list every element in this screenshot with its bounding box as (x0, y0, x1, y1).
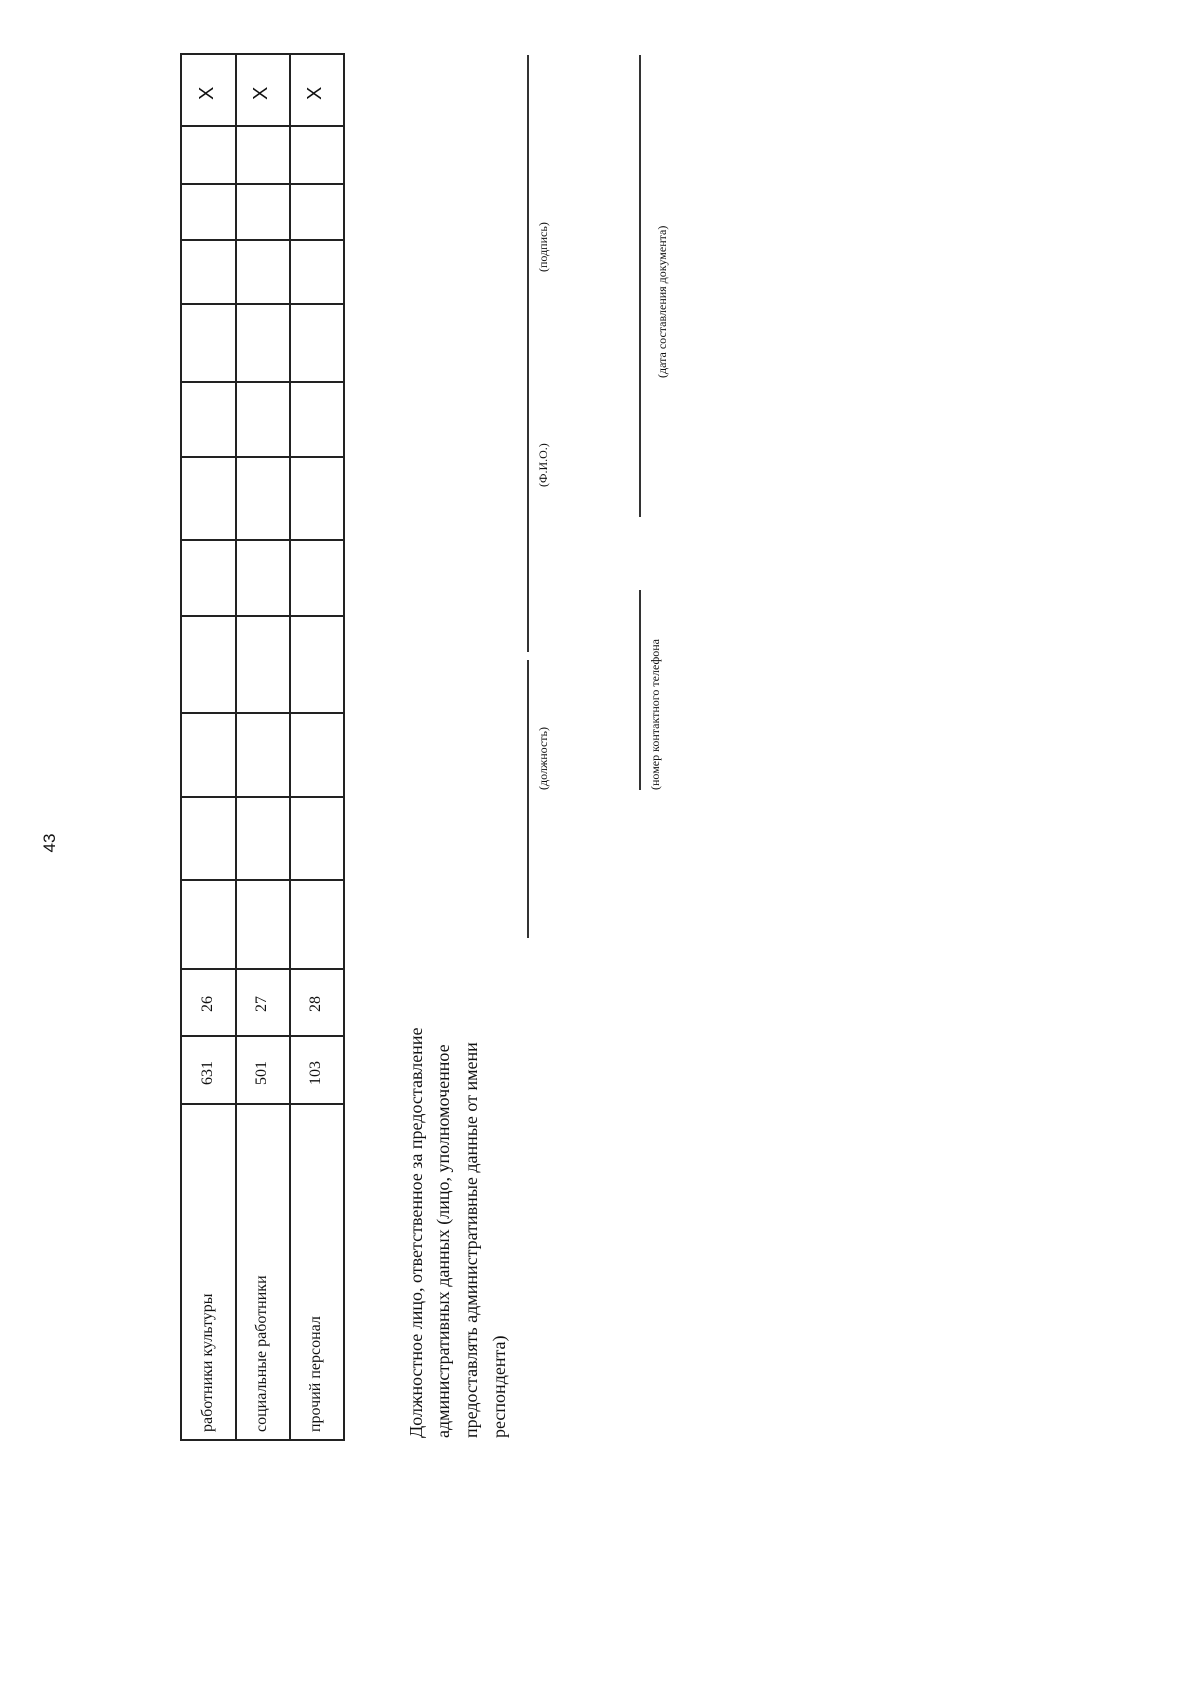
row-line-number: 26 (199, 996, 216, 1012)
row-label: работники культуры (199, 1293, 216, 1432)
table-row-divider-2 (289, 55, 291, 1441)
table-col-divider (180, 183, 345, 185)
table-row-divider-1 (235, 55, 237, 1441)
signature-line-position (527, 660, 529, 938)
name-caption: (Ф.И.О.) (536, 443, 550, 487)
table-border-left (180, 55, 182, 1441)
row-label: социальные работники (253, 1275, 270, 1432)
table-col-divider (180, 1035, 345, 1037)
date-line (639, 55, 641, 517)
row-x-mark: X (196, 86, 218, 100)
statement-line-2: административных данных (лицо, уполномоченное (433, 1044, 453, 1438)
table-border-right (343, 55, 345, 1441)
table-border-bottom (180, 1439, 345, 1441)
row-line-number: 27 (253, 996, 270, 1012)
statement-line-3: предоставлять административные данные от имени (461, 1042, 481, 1438)
phone-line (639, 590, 641, 790)
row-code: 501 (253, 1061, 270, 1085)
page-number: 43 (40, 833, 59, 853)
row-line-number: 28 (307, 996, 324, 1012)
table-col-divider (180, 125, 345, 127)
table-col-divider (180, 1103, 345, 1105)
table-col-divider (180, 712, 345, 714)
table-col-divider (180, 879, 345, 881)
signature-caption: (подпись) (536, 222, 550, 272)
table-col-divider (180, 303, 345, 305)
signature-line-name-signature (527, 55, 529, 652)
row-label: прочий персонал (307, 1316, 324, 1432)
statement-line-4: респондента) (489, 1335, 509, 1438)
date-caption: (дата составления документа) (655, 225, 669, 378)
table-border-top (180, 53, 345, 55)
row-code: 631 (199, 1061, 216, 1085)
table-col-divider (180, 796, 345, 798)
row-x-mark: X (250, 86, 272, 100)
phone-caption: (номер контактного телефона (648, 639, 662, 790)
table-col-divider (180, 239, 345, 241)
table-col-divider (180, 381, 345, 383)
table-col-divider (180, 615, 345, 617)
row-code: 103 (307, 1061, 324, 1085)
position-caption: (должность) (536, 727, 550, 790)
table-col-divider (180, 968, 345, 970)
statement-line-1: Должностное лицо, ответственное за предоставление (406, 1027, 426, 1438)
row-x-mark: X (304, 86, 326, 100)
table-col-divider (180, 456, 345, 458)
table-col-divider (180, 539, 345, 541)
